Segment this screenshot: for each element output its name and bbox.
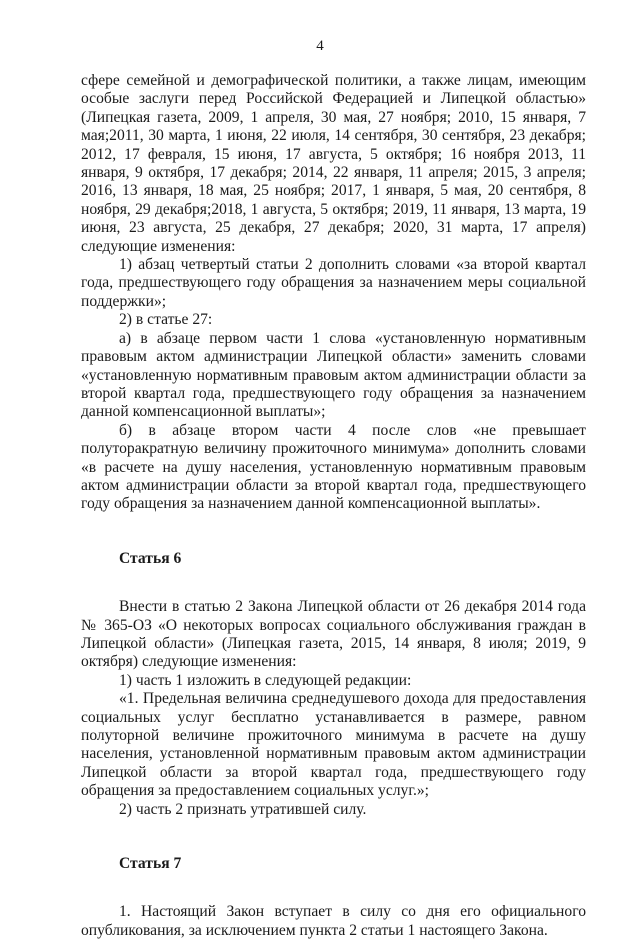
article-7-heading: Статья 7 <box>119 855 182 873</box>
article-6-item-2: 2) часть 2 признать утратившей силу. <box>119 800 367 818</box>
paragraph-continuation: сфере семейной и демографической политики, а также лицам, имеющим особые заслуги перед Российской Федерацией и Липецкой областью» (Липецкая газета, 2009, 1 апреля, 30 мая, 27 ноября; 2010, 15 января, 7 мая;2011, 30 марта, 1 июня, 22 июля, 14 сентября, 30 сентября, 23 декабря; 2012, 17 февраля, 15 июня, 17 августа, 5 октября; 16 ноября 2013, 11 января, 9 октября, 17 декабря; 2014, 22 января, 11 апреля; 2015, 3 апреля; 2016, 13 января, 18 мая, 25 ноября; 2017, 1 января, 5 мая, 20 сентября, 8 ноября, 29 декабря;2018, 1 августа, 5 октября; 2019, 11 января, 13 марта, 19 июня, 23 августа, 25 декабря, 27 декабря; 2020, 31 марта, 17 апреля) следующие изменения: <box>81 72 586 255</box>
article-6-heading: Статья 6 <box>119 549 182 567</box>
page-number: 4 <box>316 38 324 54</box>
article-6-intro: Внести в статью 2 Закона Липецкой области от 26 декабря 2014 года № 365-ОЗ «О некоторых вопросах социального обслуживания граждан в Липецкой области» (Липецкая газета, 2015, 14 января, 8 июля; 2019, 9 октября) следующие изменения: <box>81 598 586 671</box>
article-6-item-1: 1) часть 1 изложить в следующей редакции: <box>119 671 412 689</box>
paragraph-item-2b: б) в абзаце втором части 4 после слов «не превышает полуторакратную величину прожиточного минимума» дополнить словами «в расчете на душу населения, установленную нормативным правовым актом администрации области за второй квартал года, предшествующего году обращения за назначением данной компенсационной выплаты». <box>81 421 586 513</box>
paragraph-item-2: 2) в статье 27: <box>119 311 213 329</box>
paragraph-item-2a: а) в абзаце первом части 1 слова «установленную нормативным правовым актом администрации Липецкой области» заменить словами «установленную нормативным правовым актом администрации области за второй квартал года, предшествующего году обращения за назначением данной компенсационной выплаты»; <box>81 329 586 421</box>
paragraph-item-1: 1) абзац четвертый статьи 2 дополнить словами «за второй квартал года, предшествующего году обращения за назначением меры социальной поддержки»; <box>81 256 586 310</box>
article-6-quote: «1. Предельная величина среднедушевого дохода для предоставления социальных услуг бесплатно устанавливается в размере, равном полуторной величине прожиточного минимума в расчете на душу населения, установленной нормативным правовым актом администрации Липецкой области за второй квартал года, предшествующего году обращения за предоставлением социальных услуг.»; <box>81 690 586 800</box>
article-7-item-1: 1. Настоящий Закон вступает в силу со дня его официального опубликования, за исключением пункта 2 статьи 1 настоящего Закона. <box>81 903 586 939</box>
document-body <box>81 72 586 940</box>
